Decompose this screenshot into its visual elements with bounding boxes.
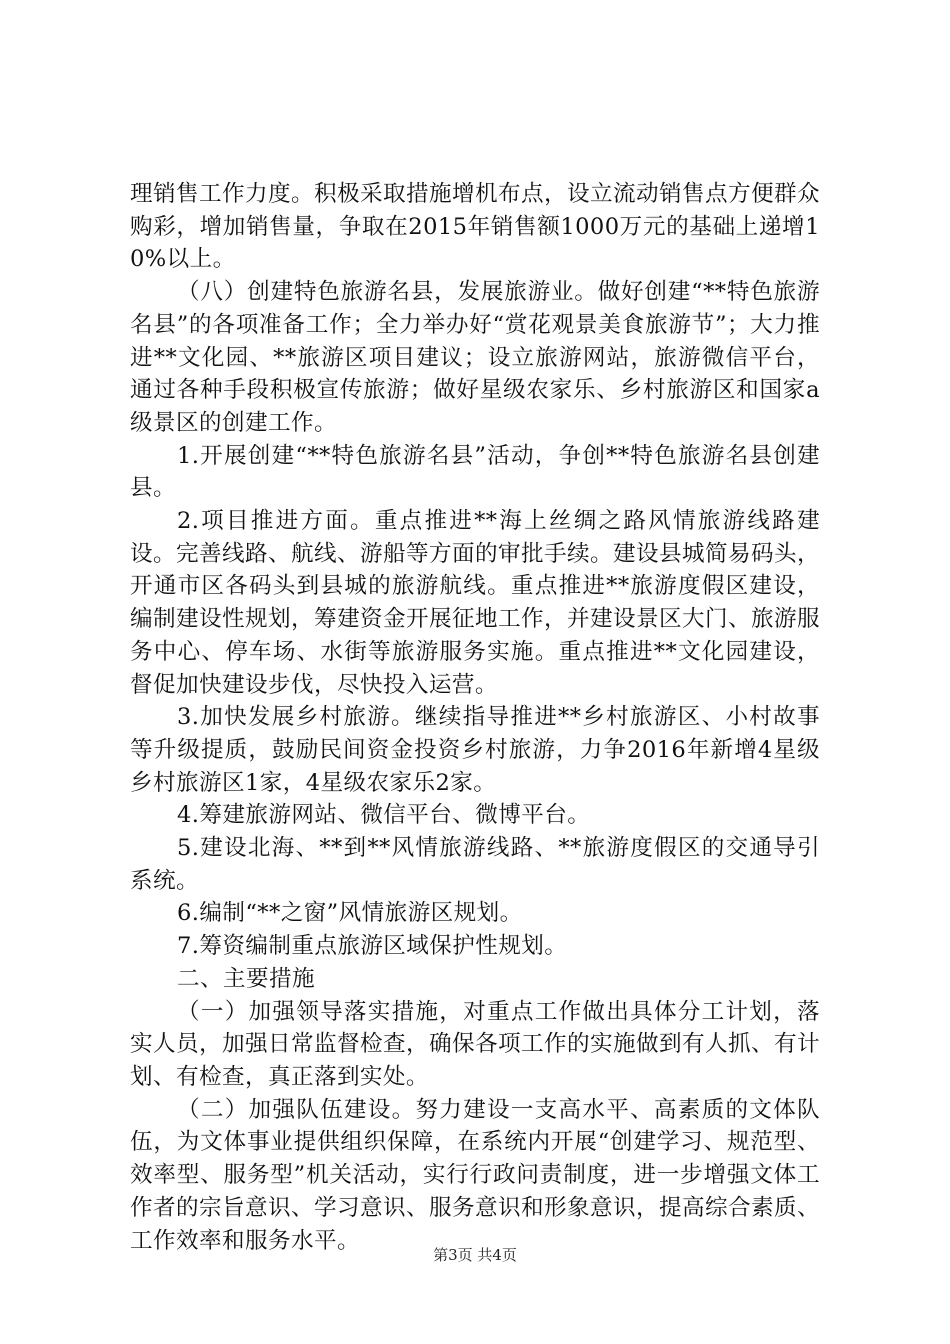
paragraph-item-5: 5.建设北海、**到**风情旅游线路、**旅游度假区的交通导引系统。 xyxy=(130,835,820,894)
paragraph-item-2: 2.项目推进方面。重点推进**海上丝绸之路风情旅游线路建设。完善线路、航线、游船等方面的审批手续。建设县城简易码头，开通市区各码头到县城的旅游航线。重点推进**旅游度假区建设，编制建设性规划，筹建资金开展征地工作，并建设景区大门、旅游服务中心、停车场、水街等旅游服务实施。重点推进**文化园建设，督促加快建设步伐，尽快投入运营。 xyxy=(130,508,820,698)
paragraph-section-8: （八）创建特色旅游名县，发展旅游业。做好创建“**特色旅游名县”的各项准备工作；全力举办好“赏花观景美食旅游节”；大力推进**文化园、**旅游区项目建议；设立旅游网站，旅游微信平台，通过各种手段积极宣传旅游；做好星级农家乐、乡村旅游区和国家a级景区的创建工作。 xyxy=(130,279,820,436)
document-body xyxy=(130,178,820,1257)
paragraph-measure-1: （一）加强领导落实措施，对重点工作做出具体分工计划，落实人员，加强日常监督检查，确保各项工作的实施做到有人抓、有计划、有检查，真正落到实处。 xyxy=(130,998,820,1090)
paragraph-item-4: 4.筹建旅游网站、微信平台、微博平台。 xyxy=(177,802,591,829)
paragraph-measure-2: （二）加强队伍建设。努力建设一支高水平、高素质的文体队伍，为文体事业提供组织保障，在系统内开展“创建学习、规范型、效率型、服务型”机关活动，实行行政问责制度，进一步增强文体工作者的宗旨意识、学习意识、服务意识和形象意识，提高综合素质、工作效率和服务水平。 xyxy=(130,1096,820,1254)
page-footer: 第3页 共4页 xyxy=(433,1246,517,1264)
paragraph-item-7: 7.筹资编制重点旅游区域保护性规划。 xyxy=(177,933,568,960)
paragraph-continuation: 理销售工作力度。积极采取措施增机布点，设立流动销售点方便群众购彩，增加销售量，争取在2015年销售额1000万元的基础上递增10%以上。 xyxy=(130,181,820,273)
paragraph-item-6: 6.编制“**之窗”风情旅游区规划。 xyxy=(177,900,523,927)
section-heading-measures: 二、主要措施 xyxy=(177,965,315,992)
paragraph-item-1: 1.开展创建“**特色旅游名县”活动，争创**特色旅游名县创建县。 xyxy=(130,442,820,502)
paragraph-item-3: 3.加快发展乡村旅游。继续指导推进**乡村旅游区、小村故事等升级提质，鼓励民间资金投资乡村旅游，力争2016年新增4星级乡村旅游区1家，4星级农家乐2家。 xyxy=(130,704,820,796)
